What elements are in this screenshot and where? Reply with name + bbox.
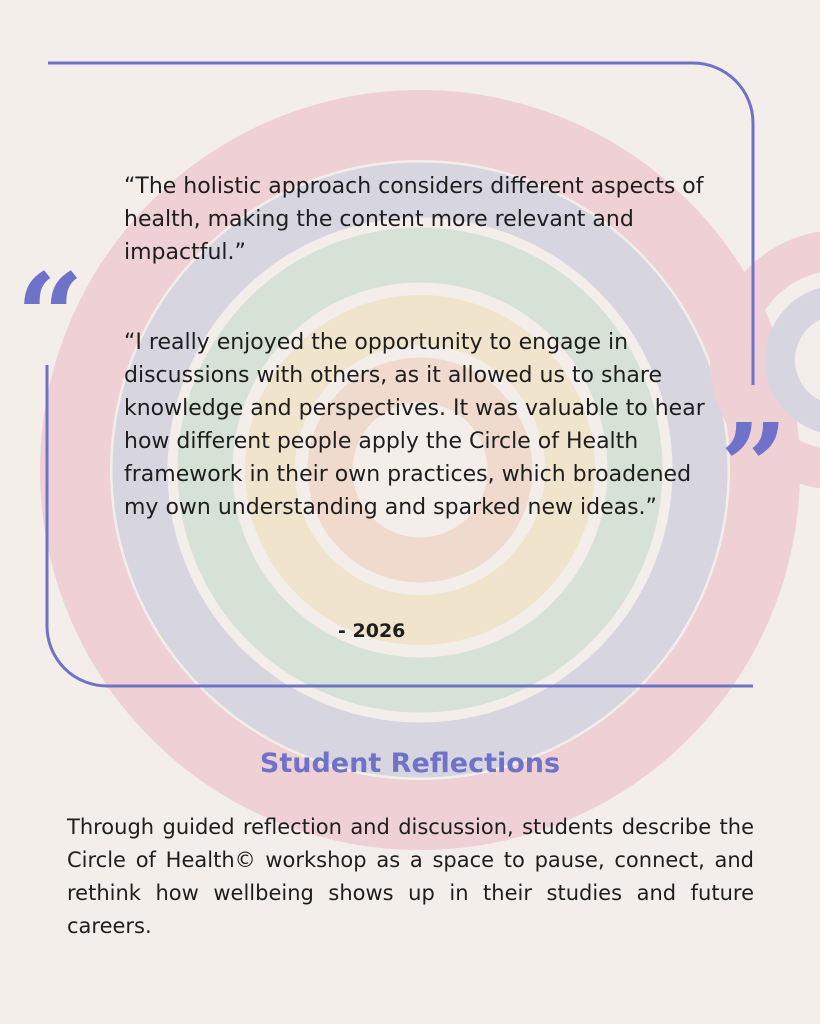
left-double-quote-icon: “ bbox=[16, 247, 84, 386]
right-double-quote-icon: ” bbox=[720, 397, 788, 536]
section-heading: Student Reflections bbox=[259, 748, 561, 779]
summary-paragraph: Through guided reflection and discussion, students describe the Circle of Health© workshop as a space to pause, connect, and rethink how wellbeing shows up in their studies and future careers. bbox=[67, 815, 754, 938]
quote-attribution: - 2026 bbox=[338, 620, 406, 642]
testimonial-quote-2: “I really enjoyed the opportunity to engage in discussions with others, as it allowed us to share knowledge and perspectives. It was valuable to hear how different people apply the Circle of Health framework in their own practices, which broadened my own understanding and sparked new ideas.” bbox=[124, 330, 705, 520]
testimonial-quote-1: “The holistic approach considers different aspects of health, making the content more relevant and impactful.” bbox=[124, 174, 704, 265]
